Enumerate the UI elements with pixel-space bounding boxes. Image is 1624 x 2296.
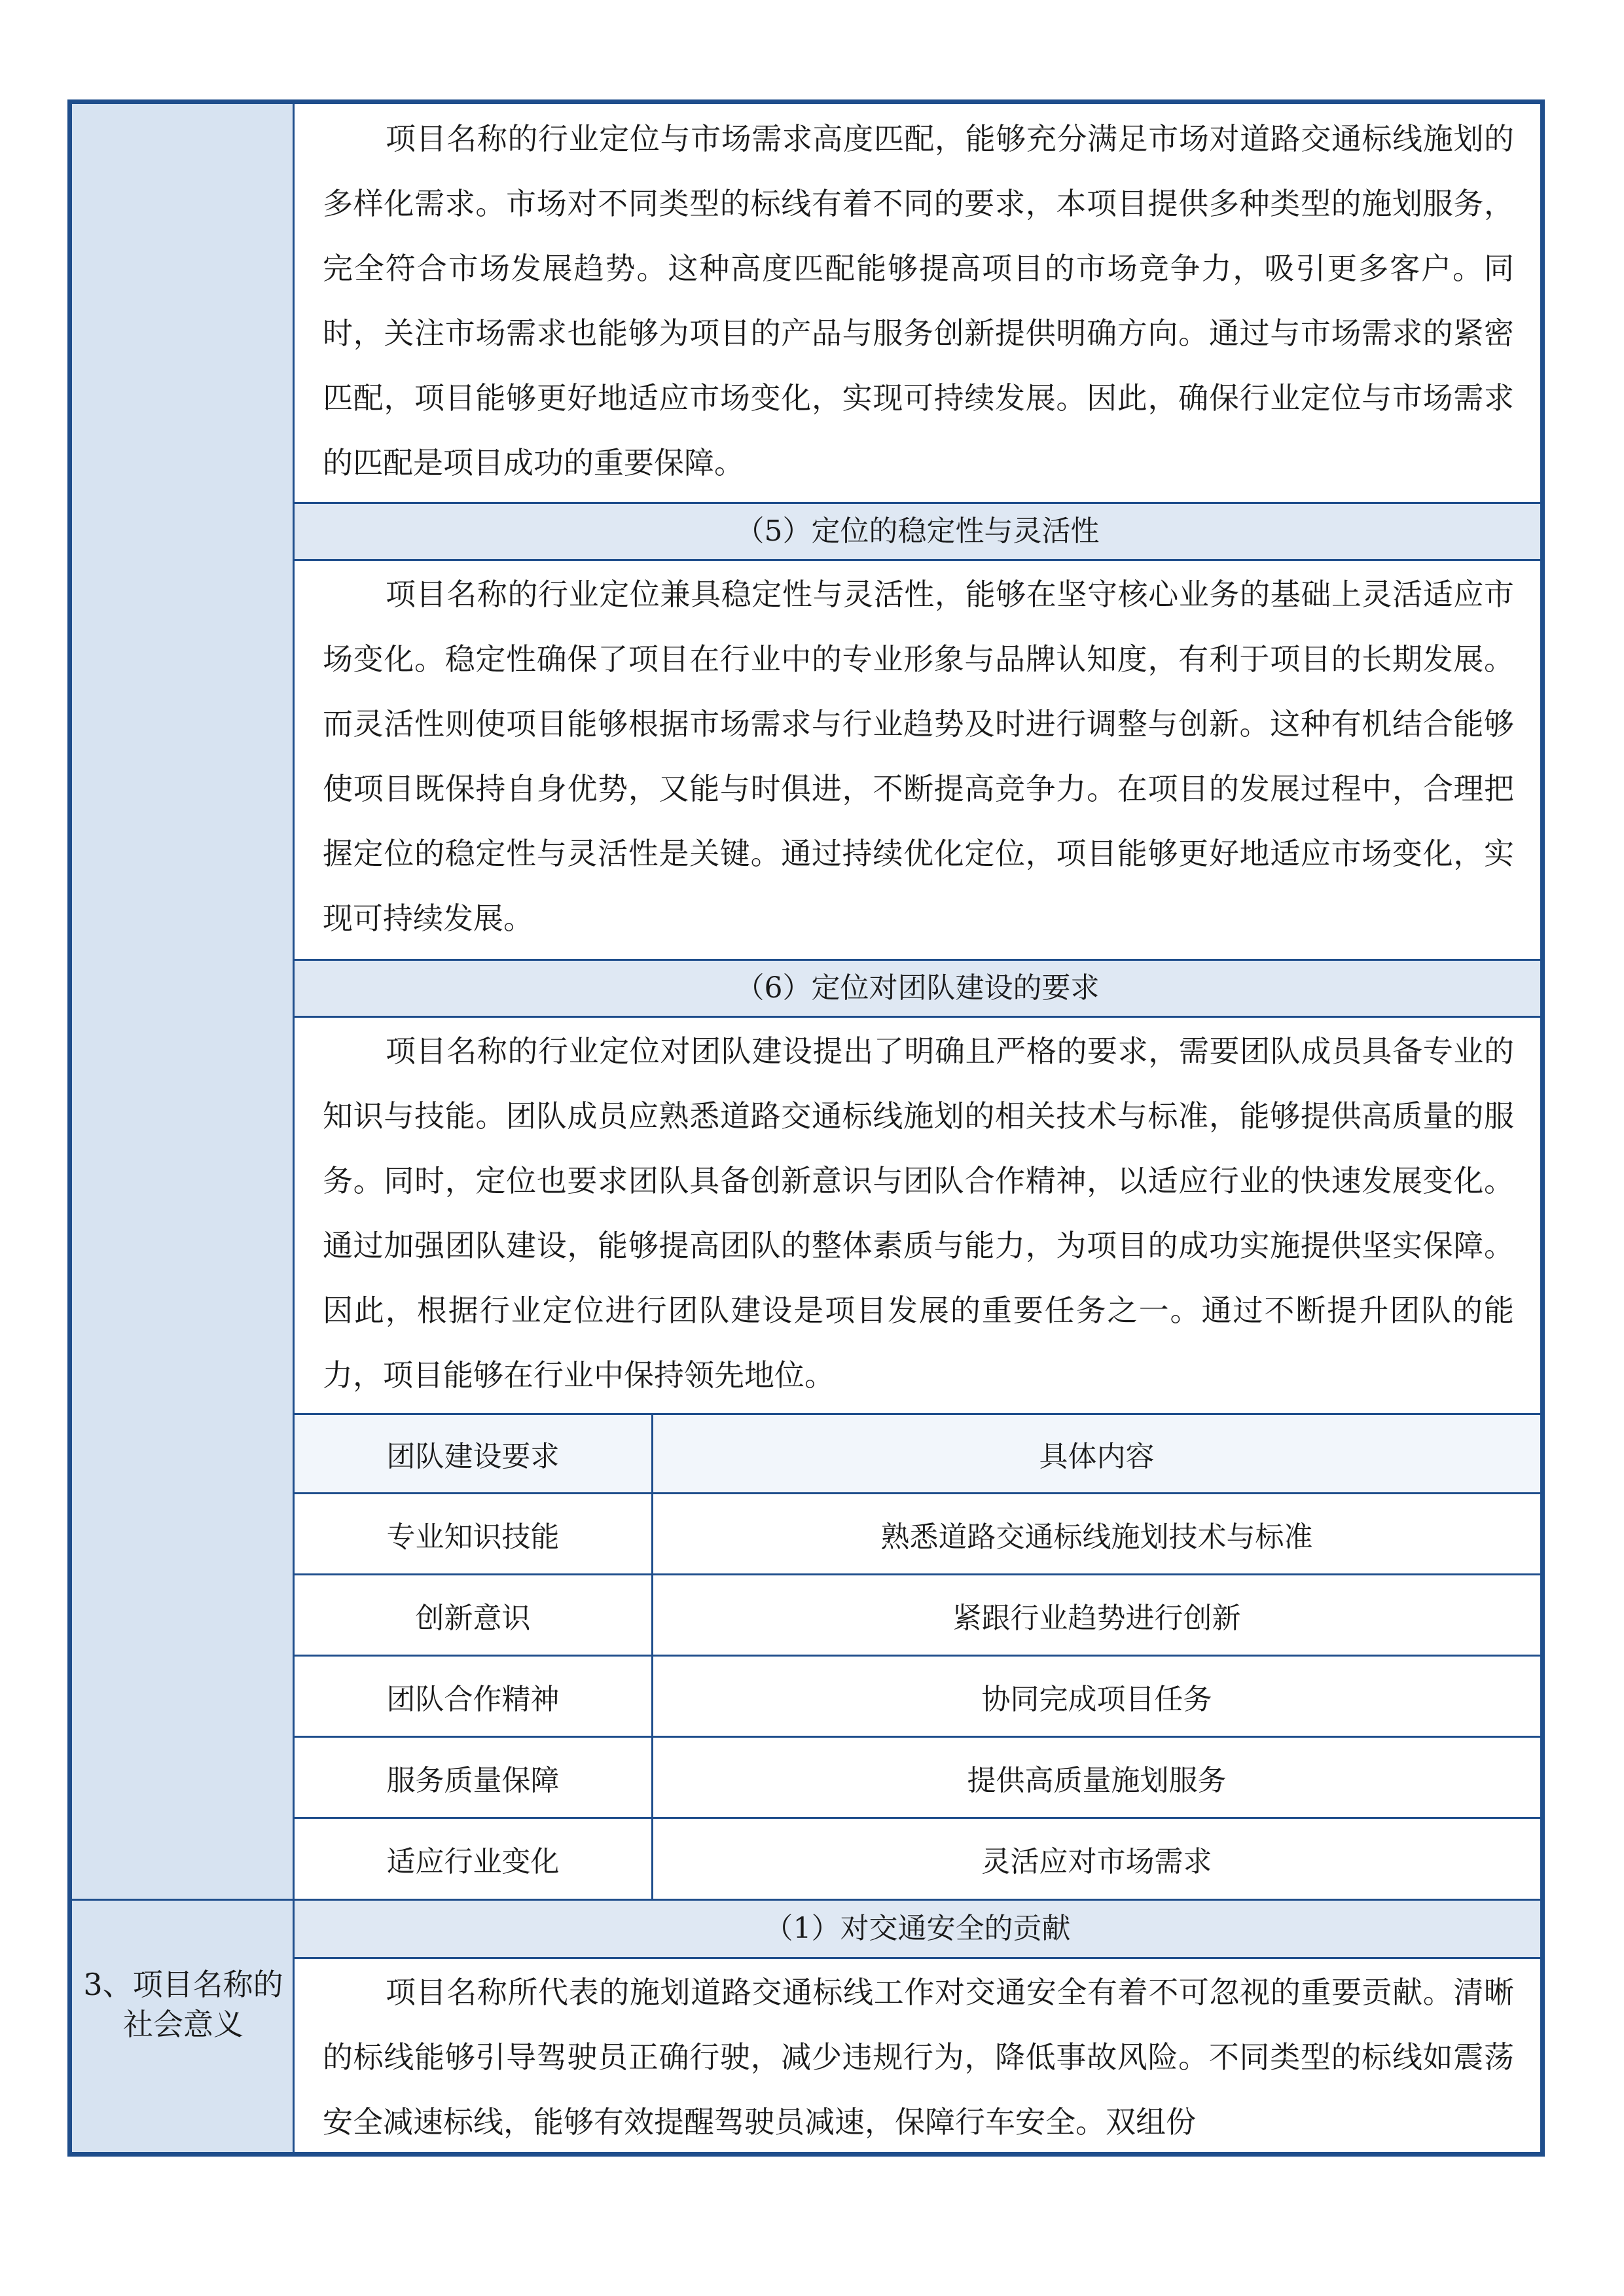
stability-cell <box>295 562 1540 951</box>
paragraph-stability-flexibility: 项目名称的行业定位兼具稳定性与灵活性，能够在坚守核心业务的基础上灵活适应市场变化。稳定性确保了项目在行业中的专业形象与品牌认知度，有利于项目的长期发展。而灵活性则使项目能够根据市场需求与行业趋势及时进行调整与创新。这种有机结合能够使项目既保持自身优势，又能与时俱进，不断提高竞争力。在项目的发展过程中，合理把握定位的稳定性与灵活性是关键。通过持续优化定位，项目能够更好地适应市场变化，实现可持续发展。 <box>323 577 1514 936</box>
table-cell-requirement: 适应行业变化 <box>295 1819 653 1899</box>
document-table-frame <box>67 99 1545 2157</box>
paragraph-traffic-safety: 项目名称所代表的施划道路交通标线工作对交通安全有着不可忽视的重要贡献。清晰的标线能够引导驾驶员正确行驶，减少违规行为，降低事故风险。不同类型的标线如震荡安全减速标线，能够有效提醒驾驶员减速，保障行车安全。双组份 <box>323 1975 1514 2140</box>
table-row <box>295 1819 1540 1899</box>
table-cell-content: 紧跟行业趋势进行创新 <box>952 1601 1241 1635</box>
table-header-row <box>295 1413 1540 1494</box>
table-cell-requirement: 团队合作精神 <box>295 1657 653 1736</box>
team-building-cell <box>295 1019 1540 1408</box>
table-cell-requirement: 专业知识技能 <box>295 1494 653 1573</box>
market-match-cell <box>295 107 1540 495</box>
table-row <box>295 1494 1540 1575</box>
table-cell-requirement: 创新意识 <box>295 1575 653 1655</box>
table-cell-content: 熟悉道路交通标线施划技术与标准 <box>880 1520 1313 1554</box>
heading-team-building: （6）定位对团队建设的要求 <box>295 959 1540 1018</box>
table-cell-requirement: 服务质量保障 <box>295 1738 653 1817</box>
paragraph-team-building: 项目名称的行业定位对团队建设提出了明确且严格的要求，需要团队成员具备专业的知识与技能。团队成员应熟悉道路交通标线施划的相关技术与标准，能够提供高质量的服务。同时，定位也要求团队具备创新意识与团队合作精神，以适应行业的快速发展变化。通过加强团队建设，能够提高团队的整体素质与能力，为项目的成功实施提供坚实保障。因此，根据行业定位进行团队建设是项目发展的重要任务之一。通过不断提升团队的能力，项目能够在行业中保持领先地位。 <box>323 1033 1514 1393</box>
table-header-requirement: 团队建设要求 <box>295 1415 653 1492</box>
table-cell-content: 提供高质量施划服务 <box>967 1763 1227 1797</box>
left-column-separator <box>72 1899 295 1901</box>
table-row <box>295 1738 1540 1819</box>
section-label-social-significance: 3、项目名称的社会意义 <box>83 1967 283 2042</box>
left-label-column <box>72 104 295 2152</box>
table-row <box>295 1657 1540 1738</box>
paragraph-market-match: 项目名称的行业定位与市场需求高度匹配，能够充分满足市场对道路交通标线施划的多样化需求。市场对不同类型的标线有着不同的要求，本项目提供多种类型的施划服务，完全符合市场发展趋势。这种高度匹配能够提高项目的市场竞争力，吸引更多客户。同时，关注市场需求也能够为项目的产品与服务创新提供明确方向。通过与市场需求的紧密匹配，项目能够更好地适应市场变化，实现可持续发展。因此，确保行业定位与市场需求的匹配是项目成功的重要保障。 <box>323 121 1514 480</box>
traffic-safety-cell <box>295 1960 1540 2155</box>
table-cell-content: 协同完成项目任务 <box>981 1682 1212 1716</box>
table-cell-content: 灵活应对市场需求 <box>981 1845 1212 1878</box>
heading-stability-flexibility: （5）定位的稳定性与灵活性 <box>295 502 1540 561</box>
table-header-content: 具体内容 <box>1039 1440 1155 1473</box>
table-row <box>295 1575 1540 1657</box>
team-requirements-table <box>295 1413 1540 1899</box>
heading-traffic-safety: （1）对交通安全的贡献 <box>295 1899 1540 1959</box>
